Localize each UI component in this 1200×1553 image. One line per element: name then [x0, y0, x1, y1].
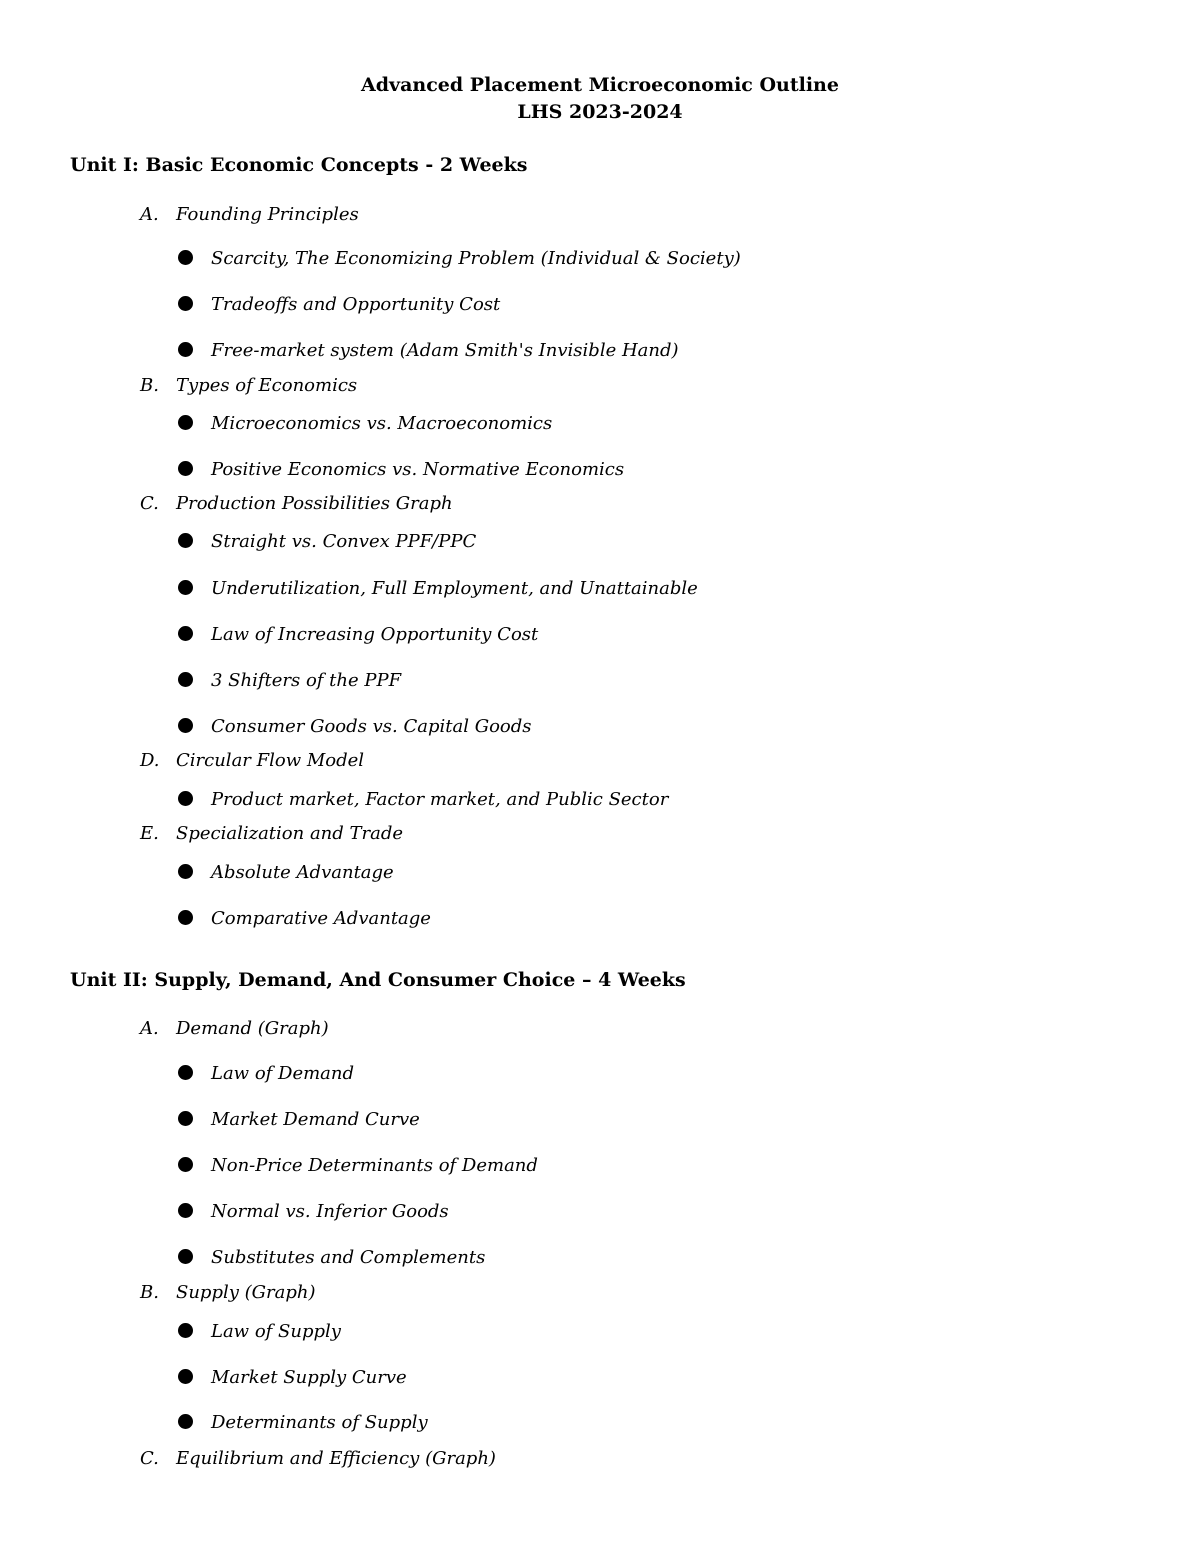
bullet-text: Absolute Advantage — [211, 862, 394, 883]
section-letter: A. — [140, 204, 159, 225]
bullet-text: Law of Increasing Opportunity Cost — [211, 624, 539, 645]
section-title: Equilibrium and Efficiency (Graph) — [176, 1448, 496, 1469]
bullet-text: Market Supply Curve — [211, 1367, 407, 1388]
bullet-text: Microeconomics vs. Macroeconomics — [211, 413, 553, 434]
bullet-dot-icon — [178, 296, 193, 311]
section-letter: B. — [140, 375, 159, 396]
section-title: Specialization and Trade — [176, 823, 404, 844]
bullet-item — [178, 293, 500, 317]
section-heading — [140, 374, 357, 398]
bullet-item — [178, 907, 431, 931]
section-heading — [140, 1281, 316, 1305]
bullet-dot-icon — [178, 342, 193, 357]
section-title: Circular Flow Model — [176, 750, 365, 771]
bullet-dot-icon — [178, 1111, 193, 1126]
bullet-item — [178, 1200, 449, 1224]
bullet-dot-icon — [178, 1157, 193, 1172]
bullet-item — [178, 788, 668, 812]
section-letter: E. — [140, 823, 159, 844]
bullet-text: Free-market system (Adam Smith's Invisible Hand) — [211, 340, 679, 361]
document-title: Advanced Placement Microeconomic Outline — [361, 74, 839, 96]
bullet-text: Tradeoffs and Opportunity Cost — [211, 294, 501, 315]
section-letter: B. — [140, 1282, 159, 1303]
bullet-text: Determinants of Supply — [211, 1412, 428, 1433]
bullet-text: 3 Shifters of the PPF — [211, 670, 402, 691]
bullet-item — [178, 577, 698, 601]
section-heading — [140, 749, 364, 773]
bullet-text: Consumer Goods vs. Capital Goods — [211, 716, 532, 737]
bullet-text: Normal vs. Inferior Goods — [211, 1201, 449, 1222]
bullet-text: Law of Demand — [211, 1063, 355, 1084]
bullet-dot-icon — [178, 910, 193, 925]
bullet-item — [178, 1154, 538, 1178]
bullet-item — [178, 861, 394, 885]
bullet-dot-icon — [178, 1414, 193, 1429]
bullet-dot-icon — [178, 1249, 193, 1264]
bullet-dot-icon — [178, 672, 193, 687]
bullet-dot-icon — [178, 791, 193, 806]
bullet-item — [178, 669, 401, 693]
bullet-dot-icon — [178, 1203, 193, 1218]
bullet-item — [178, 1108, 420, 1132]
bullet-text: Law of Supply — [211, 1321, 341, 1342]
section-letter: C. — [140, 493, 159, 514]
bullet-item — [178, 530, 476, 554]
section-heading — [140, 1017, 329, 1041]
bullet-text: Non-Price Determinants of Demand — [211, 1155, 538, 1176]
section-title: Production Possibilities Graph — [176, 493, 453, 514]
section-heading — [140, 492, 453, 516]
bullet-dot-icon — [178, 580, 193, 595]
bullet-item — [178, 1062, 354, 1086]
bullet-dot-icon — [178, 533, 193, 548]
bullet-dot-icon — [178, 1065, 193, 1080]
bullet-item — [178, 1320, 341, 1344]
bullet-dot-icon — [178, 864, 193, 879]
bullet-text: Product market, Factor market, and Public Sector — [211, 789, 669, 810]
bullet-dot-icon — [178, 1323, 193, 1338]
bullet-item — [178, 1246, 485, 1270]
unit-heading: Unit II: Supply, Demand, And Consumer Choice – 4 Weeks — [70, 969, 686, 991]
bullet-item — [178, 623, 538, 647]
bullet-text: Substitutes and Complements — [211, 1247, 486, 1268]
section-heading — [140, 822, 403, 846]
bullet-item — [178, 458, 624, 482]
bullet-dot-icon — [178, 415, 193, 430]
bullet-dot-icon — [178, 718, 193, 733]
bullet-text: Underutilization, Full Employment, and Unattainable — [211, 578, 698, 599]
bullet-item — [178, 1411, 428, 1435]
bullet-text: Positive Economics vs. Normative Economics — [211, 459, 625, 480]
bullet-dot-icon — [178, 461, 193, 476]
bullet-item — [178, 1366, 407, 1390]
bullet-text: Market Demand Curve — [211, 1109, 420, 1130]
unit-heading: Unit I: Basic Economic Concepts - 2 Weeks — [70, 154, 528, 176]
bullet-text: Comparative Advantage — [211, 908, 431, 929]
bullet-item — [178, 715, 532, 739]
section-heading — [140, 1447, 496, 1471]
section-title: Founding Principles — [176, 204, 359, 225]
section-title: Supply (Graph) — [176, 1282, 316, 1303]
bullet-item — [178, 247, 741, 271]
bullet-item — [178, 412, 552, 436]
section-title: Types of Economics — [176, 375, 358, 396]
bullet-text: Scarcity, The Economizing Problem (Individual & Society) — [211, 248, 741, 269]
bullet-item — [178, 339, 679, 363]
bullet-dot-icon — [178, 1369, 193, 1384]
bullet-dot-icon — [178, 626, 193, 641]
section-title: Demand (Graph) — [176, 1018, 329, 1039]
section-letter: A. — [140, 1018, 159, 1039]
bullet-text: Straight vs. Convex PPF/PPC — [211, 531, 477, 552]
bullet-dot-icon — [178, 250, 193, 265]
section-letter: D. — [140, 750, 160, 771]
section-heading — [140, 203, 359, 227]
section-letter: C. — [140, 1448, 159, 1469]
document-subtitle: LHS 2023-2024 — [517, 101, 683, 123]
